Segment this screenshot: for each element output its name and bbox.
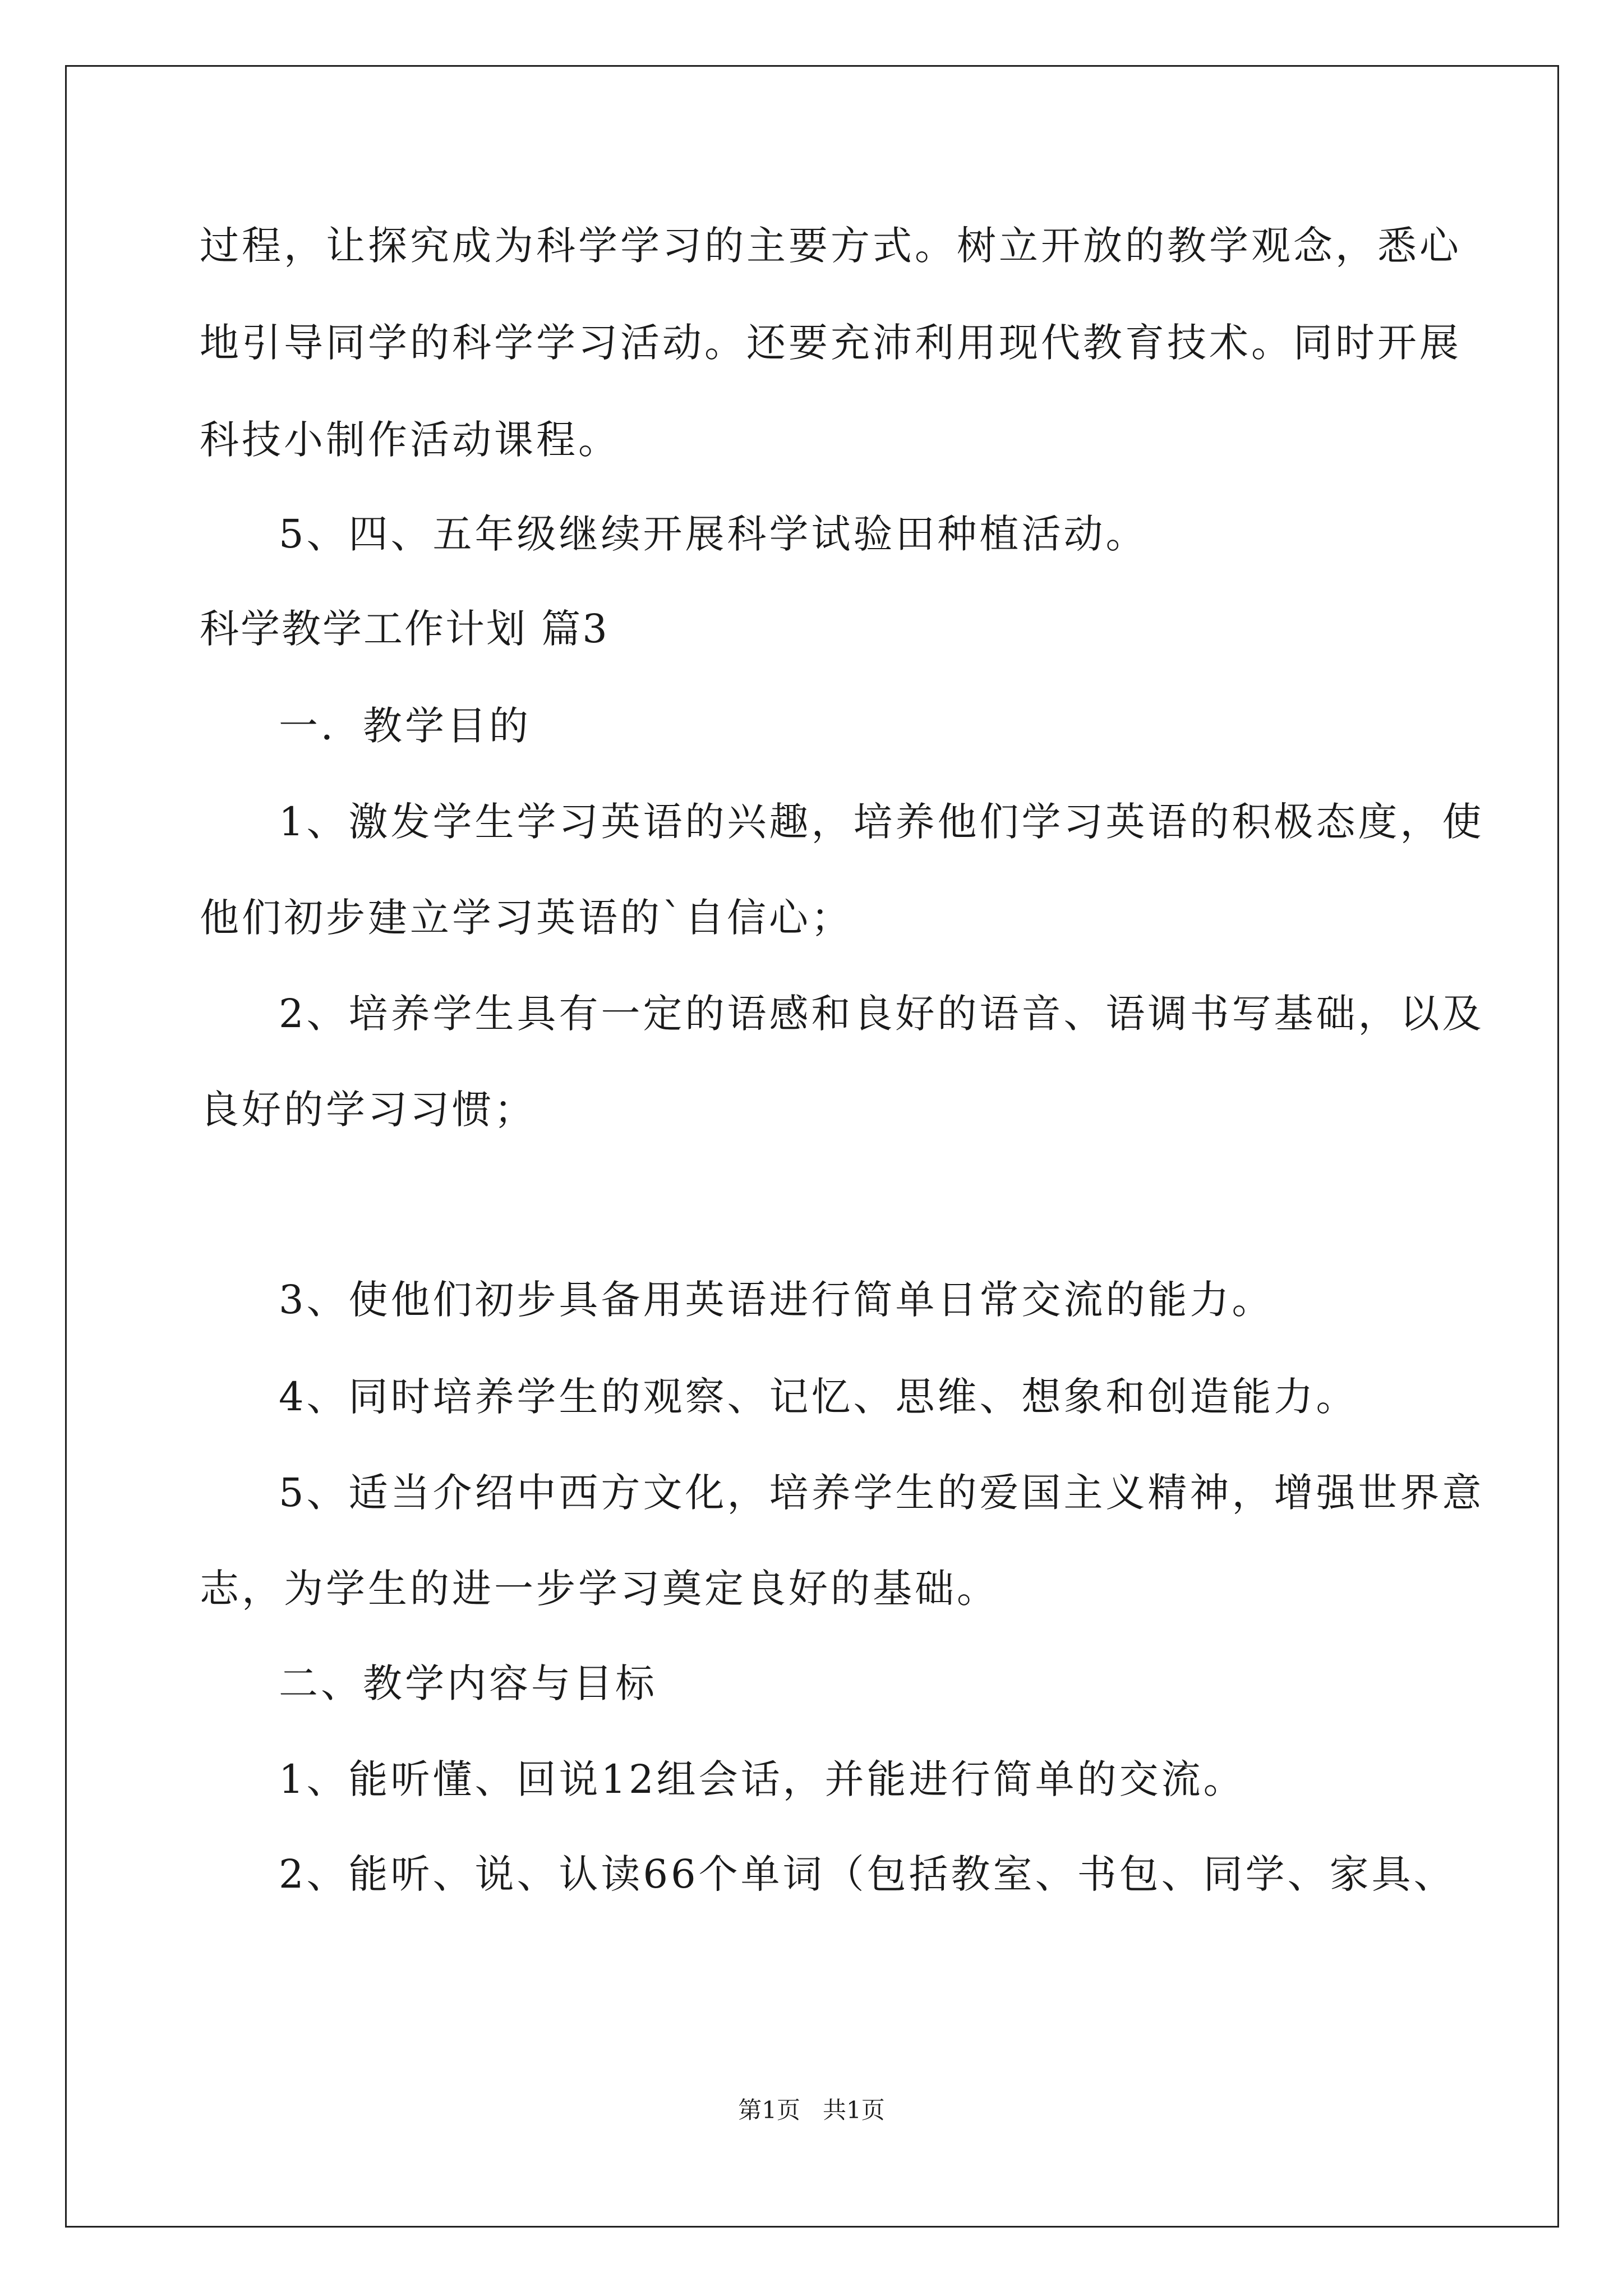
text-line: 2、能听、说、认读66个单词（包括教室、书包、同学、家具、 [279, 1851, 1456, 1897]
text-line: 科技小制作活动课程。 [200, 417, 620, 463]
text-line: 志，为学生的进一步学习奠定良好的基础。 [200, 1566, 999, 1612]
text-line: 1、能听懂、回说12组会话，并能进行简单的交流。 [279, 1756, 1246, 1802]
text-line: 他们初步建立学习英语的`自信心； [200, 895, 853, 941]
text-line: 5、适当介绍中西方文化，培养学生的爱国主义精神，增强世界意 [279, 1470, 1484, 1516]
text-line: 4、同时培养学生的观察、记忆、思维、想象和创造能力。 [279, 1374, 1358, 1420]
page-border [65, 65, 1559, 2228]
text-line: 良好的学习习惯； [200, 1087, 536, 1133]
text-line: 过程，让探究成为科学学习的主要方式。树立开放的教学观念，悉心 [200, 223, 1461, 269]
subsection-heading: 二、教学内容与目标 [279, 1660, 657, 1706]
text-line: 2、培养学生具有一定的语感和良好的语音、语调书写基础，以及 [279, 991, 1484, 1037]
text-line: 5、四、五年级继续开展科学试验田种植活动。 [279, 511, 1148, 557]
subsection-heading: 一．教学目的 [279, 703, 531, 749]
text-line: 3、使他们初步具备用英语进行简单日常交流的能力。 [279, 1277, 1274, 1323]
text-line: 地引导同学的科学学习活动。还要充沛利用现代教育技术。同时开展 [200, 320, 1461, 366]
page-footer: 第1页 共1页 [738, 2096, 885, 2124]
section-heading: 科学教学工作计划 篇3 [200, 606, 609, 652]
text-line: 1、激发学生学习英语的兴趣，培养他们学习英语的积极态度，使 [279, 799, 1484, 845]
